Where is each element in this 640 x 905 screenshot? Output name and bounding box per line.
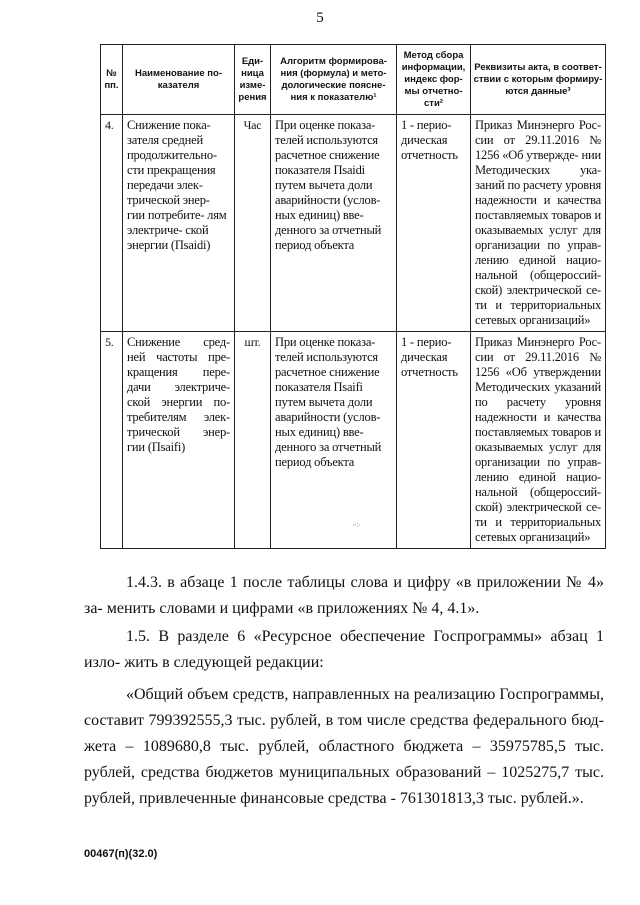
table-row <box>101 115 606 332</box>
header-algorithm: Алгоритм формирова- ния (формула) и мето- дологические поясне- ния к показателю¹ <box>271 45 397 115</box>
indicator-method: 1 - перио- дическая отчетность <box>397 115 471 332</box>
header-act: Реквизиты акта, в соответ- ствии с которым формиру- ются данные³ <box>471 45 606 115</box>
document-code: 00467(п)(32.0) <box>84 848 158 860</box>
indicator-act: Приказ Минэнерго Рос- сии от 29.11.2016 № 1256 «Об утвержде- нии Методических ука- заний по расчету уровня надежности и качества поставляемых товаров и оказываемых услуг для организации по управ- лению единой нацио- нальной (общероссий- ской) электрической се- ти и территориальных сетевых организаций» <box>471 115 606 332</box>
indicator-method: 1 - перио- дическая отчетность <box>397 332 471 549</box>
header-unit: Еди- ница изме- рения <box>235 45 271 115</box>
quoted-paragraph: «Общий объем средств, направленных на реализацию Госпрограммы, составит 799392555,3 тыс. рублей, в том числе средства федерального бюд- жета – 1089680,8 тыс. рублей, областного бюджета – 35975785,5 тыс. рублей, средства бюджетов муниципальных образований – 1025275,7 тыс. рублей, привлеченные финансовые средства - 761301813,3 тыс. рублей.». <box>84 686 604 807</box>
row-number: 4. <box>101 115 123 332</box>
indicator-algorithm: При оценке показа- телей используются расчетное снижение показателя Пsaifi путем вычета доли аварийности (услов- ных единиц) вве- денного за отчетный период объекта <box>271 332 397 549</box>
paragraph-1-4-3: 1.4.3. в абзаце 1 после таблицы слова и цифру «в приложении № 4» за- менить словами и цифрами «в приложениях № 4, 4.1». <box>84 574 604 617</box>
table-row <box>101 332 606 549</box>
paragraph-1-5: 1.5. В разделе 6 «Ресурсное обеспечение Госпрограммы» абзац 1 изло- жить в следующей редакции: <box>84 628 604 671</box>
header-name: Наименование по- казателя <box>123 45 235 115</box>
indicator-unit: шт. <box>235 332 271 549</box>
indicator-algorithm: При оценке показа- телей используются расчетное снижение показателя Пsaidi путем вычета доли аварийности (услов- ных единиц) вве- денного за отчетный период объекта <box>271 115 397 332</box>
page-number: 5 <box>316 10 324 26</box>
indicators-table <box>100 44 606 549</box>
indicator-unit: Час <box>235 115 271 332</box>
table-header-row <box>101 45 606 115</box>
indicator-name: Снижение сред- ней частоты пре- кращения пере- дачи электриче- ской энергии по- требителям элек- трической энер- гии (Пsaifi) <box>123 332 235 549</box>
header-num: № пп. <box>101 45 123 115</box>
scan-smudge: ·⁖· <box>352 520 361 530</box>
row-number: 5. <box>101 332 123 549</box>
indicator-act: Приказ Минэнерго Рос- сии от 29.11.2016 № 1256 «Об утверждении Методических указаний по расчету уровня надежности и качества поставляемых товаров и оказываемых услуг для организации по управ- лению единой нацио- нальной (общероссий- ской) электрической се- ти и территориальных сетевых организаций» <box>471 332 606 549</box>
indicator-name: Снижение пока- зателя средней продолжительно- сти прекращения передачи элек- трической энер- гии потребите- лям электриче- ской энергии (Пsaidi) <box>123 115 235 332</box>
header-method: Метод сбора информации, индекс фор- мы отчетно- сти² <box>397 45 471 115</box>
